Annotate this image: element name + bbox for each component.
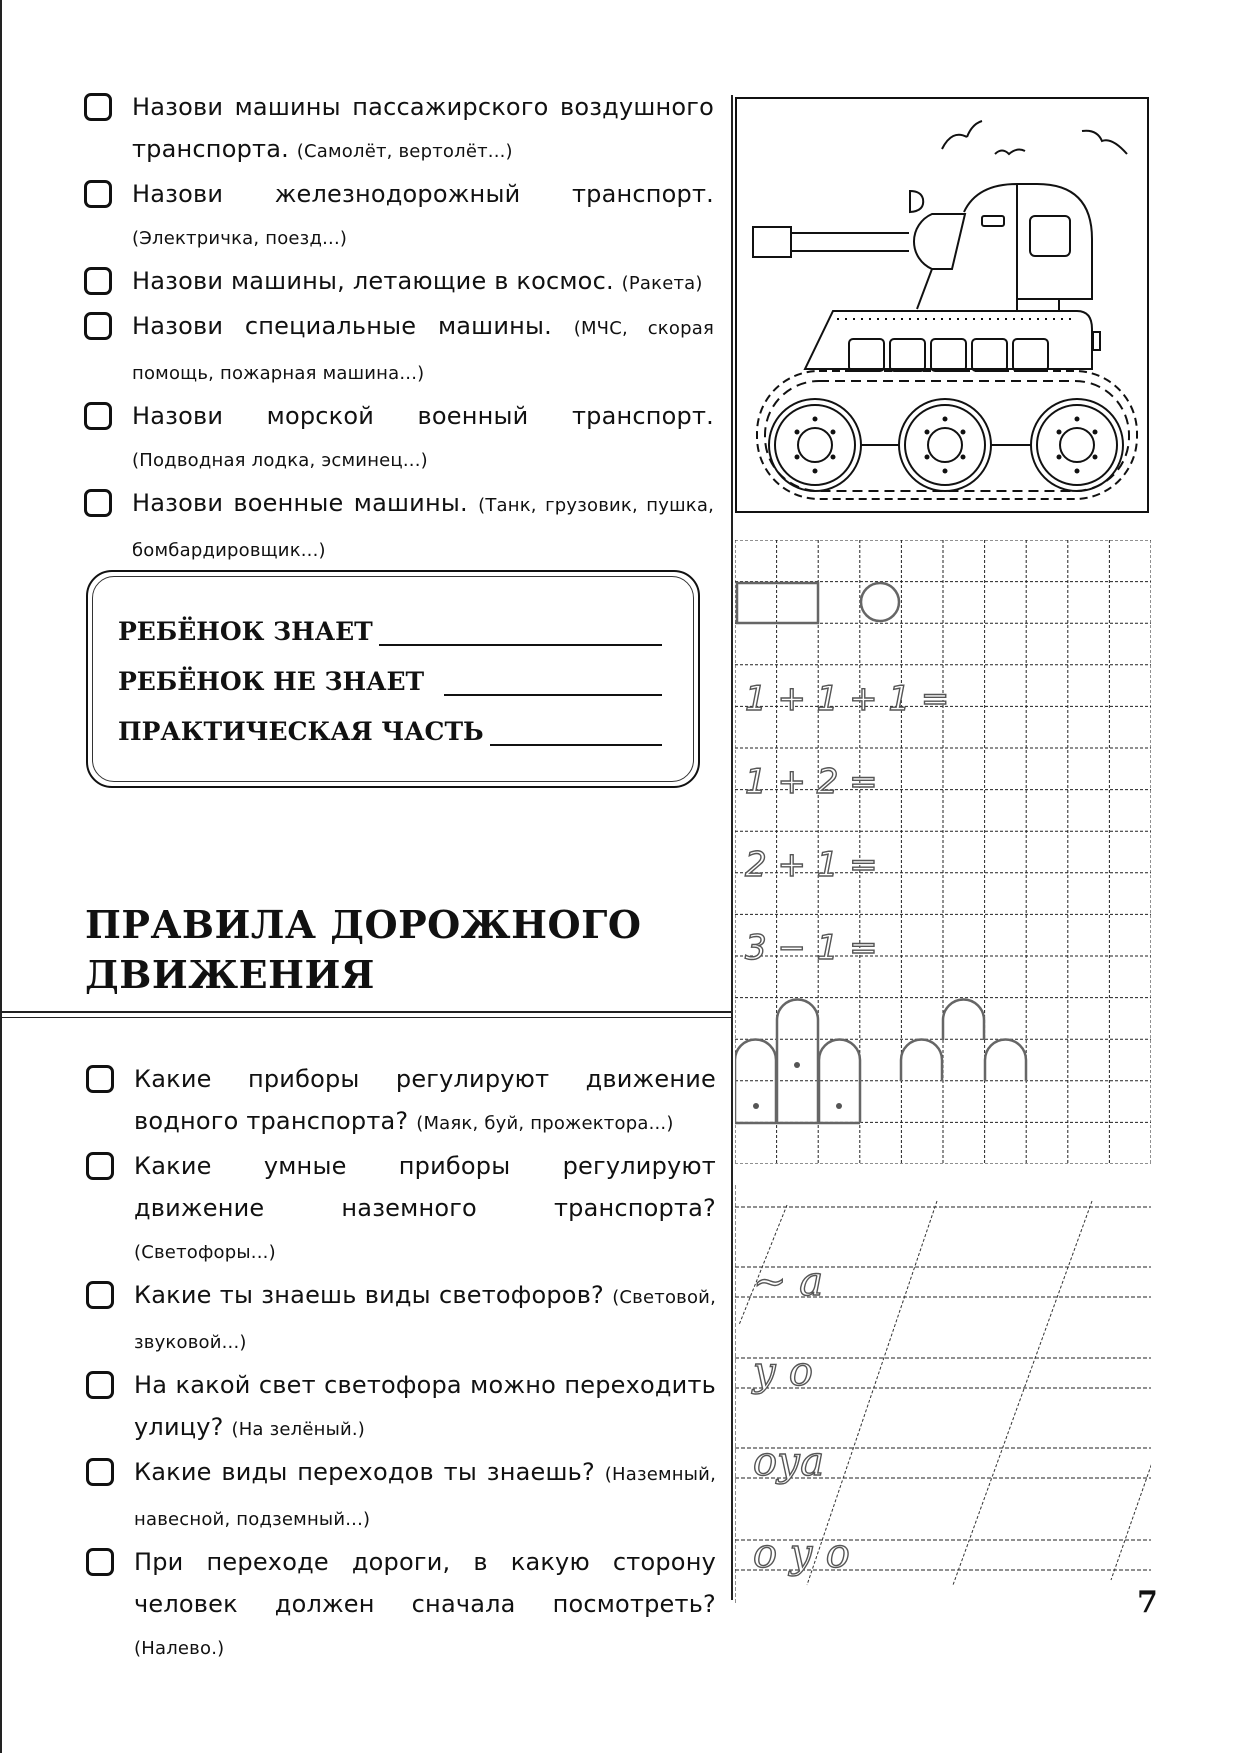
checkbox[interactable] <box>84 402 112 430</box>
checkbox[interactable] <box>86 1281 114 1309</box>
page-left-border <box>0 0 2 1753</box>
knows-input-line[interactable] <box>379 618 662 646</box>
checklist-item: Какие приборы регулируют движение водного транспорта? (Маяк, буй, прожектора...) <box>86 1058 716 1145</box>
arch-pattern <box>735 1000 1026 1124</box>
wheel-icon <box>1031 399 1123 491</box>
practical-row <box>118 706 662 746</box>
knows-label: РЕБЁНОК ЗНАЕТ <box>118 617 373 646</box>
bird-icon <box>1082 131 1127 154</box>
checkbox[interactable] <box>84 489 112 517</box>
bird-icon <box>942 121 982 149</box>
column-divider <box>731 95 733 1600</box>
handwriting-drawing <box>735 1185 1151 1605</box>
section-title: ПРАВИЛА ДОРОЖНОГО ДВИЖЕНИЯ <box>85 902 642 997</box>
checklist-item: Назови военные машины. (Танк, грузовик, пушка, бомбардировщик...) <box>84 482 714 572</box>
cursive-row-1: ~ а <box>753 1259 824 1305</box>
checkbox[interactable] <box>84 93 112 121</box>
transport-checklist <box>84 86 714 572</box>
assessment-box <box>86 570 700 788</box>
checklist-item: Какие виды переходов ты знаешь? (Наземный, навесной, подземный...) <box>86 1451 716 1541</box>
checklist-item: Какие ты знаешь виды светофоров? (Световой, звуковой...) <box>86 1274 716 1364</box>
bird-icon <box>995 150 1025 154</box>
checklist-item: Назови железнодорожный транспорт. (Электричка, поезд...) <box>84 173 714 260</box>
grid-drawing <box>735 540 1151 1164</box>
equation-3: 2 + 1 = <box>745 845 878 885</box>
equation-4: 3 − 1 = <box>745 928 878 968</box>
checklist-item: Назови машины пассажирского воздушного транспорта. (Самолёт, вертолёт...) <box>84 86 714 173</box>
handwriting-practice <box>735 1185 1151 1605</box>
math-grid <box>735 540 1151 1164</box>
checkbox[interactable] <box>86 1152 114 1180</box>
cursive-row-3: оуа <box>753 1439 825 1485</box>
section-rule-bottom <box>0 1017 732 1018</box>
checkbox[interactable] <box>84 180 112 208</box>
checkbox[interactable] <box>86 1371 114 1399</box>
checklist-item: Какие умные приборы регулируют движение наземного транспорта? (Светофоры...) <box>86 1145 716 1274</box>
checkbox[interactable] <box>84 267 112 295</box>
knows-row <box>118 606 662 646</box>
checklist-item: При переходе дороги, в какую сторону человек должен сначала посмотреть? (Налево.) <box>86 1541 716 1670</box>
wheel-icon <box>769 399 861 491</box>
traffic-checklist <box>86 1058 716 1670</box>
checkbox[interactable] <box>86 1548 114 1576</box>
circle-shape <box>861 583 899 621</box>
tank-drawing <box>737 99 1147 511</box>
checklist-item: Назови машины, летающие в космос. (Ракета) <box>84 260 714 305</box>
page-number: 7 <box>1137 1585 1158 1620</box>
checkbox[interactable] <box>86 1458 114 1486</box>
checklist-item: Назови морской военный транспорт. (Подводная лодка, эсминец...) <box>84 395 714 482</box>
tank-illustration <box>735 97 1149 513</box>
practical-label: ПРАКТИЧЕСКАЯ ЧАСТЬ <box>118 717 484 746</box>
not-knows-input-line[interactable] <box>444 668 662 696</box>
checklist-item: На какой свет светофора можно переходить улицу? (На зелёный.) <box>86 1364 716 1451</box>
equation-1: 1 + 1 + 1 = <box>745 679 950 719</box>
equation-2: 1 + 2 = <box>745 762 878 802</box>
wheel-icon <box>899 399 991 491</box>
not-knows-row <box>118 656 662 696</box>
checklist-item: Назови специальные машины. (МЧС, скорая помощь, пожарная машина...) <box>84 305 714 395</box>
checkbox[interactable] <box>84 312 112 340</box>
cursive-row-4: о у о <box>753 1531 850 1577</box>
cursive-row-2: у о <box>753 1349 813 1395</box>
checkbox[interactable] <box>86 1065 114 1093</box>
rectangle-shape <box>737 583 818 623</box>
section-rule-top <box>0 1011 732 1013</box>
practical-input-line[interactable] <box>490 718 662 746</box>
not-knows-label: РЕБЁНОК НЕ ЗНАЕТ <box>118 667 425 696</box>
